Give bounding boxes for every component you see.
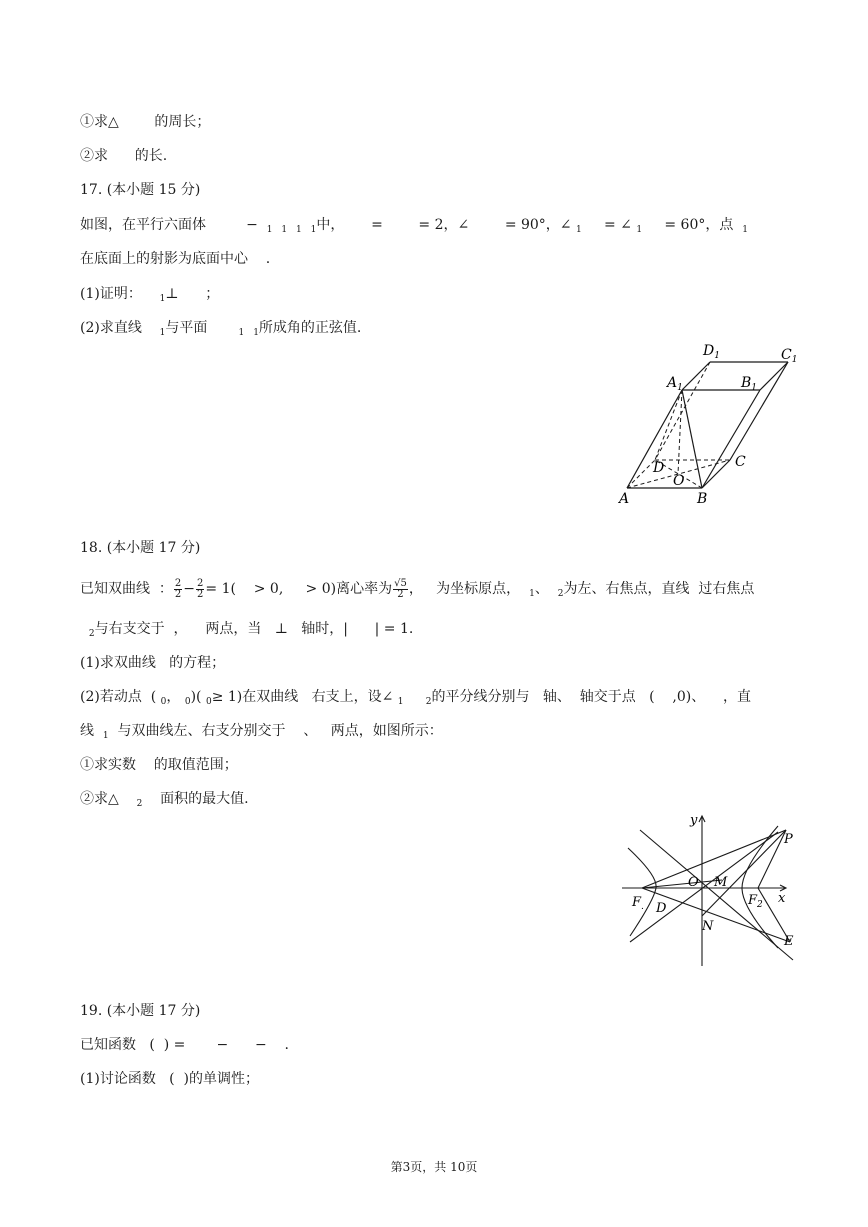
- label-f2: $F_2$: [748, 893, 763, 910]
- q18-stem-a: 已知双曲线 ：: [80, 581, 173, 597]
- q17-sub5: 1: [576, 225, 582, 235]
- q18-sub1: 1: [529, 589, 535, 599]
- label-d2: D: [656, 901, 667, 916]
- q18-part2-e: 的平分线分别与 轴、 轴交于点 ( ,0)、 ，直: [431, 689, 752, 705]
- q17-part2-sub2: 1: [238, 328, 245, 338]
- label-n: N: [702, 919, 714, 934]
- q18-p-sub3: 1: [397, 697, 404, 707]
- q17-stem-f: = 60°，点: [664, 217, 734, 233]
- q17-stem-d: = = 2，∠ = 90°，∠: [371, 217, 572, 233]
- q17-stem-a: 如图，在平行六面体: [80, 217, 206, 233]
- q18-stem-b: = 1( > 0, > 0)离心率为: [205, 581, 393, 597]
- q18-stem-line2: [80, 619, 413, 644]
- q17-part1-b: ⊥ ；: [165, 286, 220, 302]
- q18-minus: −: [183, 581, 196, 597]
- q18-header: 18. (本小题 17 分): [80, 540, 201, 556]
- label-c1: $C_1$: [781, 347, 798, 365]
- q18-subq2-sub: 2: [136, 799, 143, 809]
- q19-stem: 已知函数 ( ) = − − .: [80, 1037, 289, 1053]
- q19-part1: (1)讨论函数 ( )的单调性；: [80, 1071, 260, 1087]
- q18-p-sub0: 0: [160, 697, 167, 707]
- label-f1: $F_.$: [632, 895, 644, 912]
- q17-stem-line2: 在底面上的射影为底面中心 .: [80, 251, 271, 267]
- q18-part2-line1: [80, 687, 751, 712]
- q16-part1: ①求△ 的周长；: [80, 114, 211, 130]
- q18-stem-e: 为左、右焦点，直线 过右焦点: [563, 581, 755, 597]
- q18-part2-a: (2)若动点 (: [80, 689, 157, 705]
- hyperbola-figure: [618, 808, 803, 970]
- q18-frac2: $\frac{2}{2}$: [197, 577, 204, 600]
- q17-part1: [80, 284, 219, 309]
- q18-line2-sub: 2: [88, 629, 95, 639]
- q17-sub1: 1: [266, 225, 273, 235]
- q18-frac1: $\frac{2}{2}$: [174, 577, 182, 600]
- label-o2: O: [688, 875, 699, 890]
- q17-part1-a: (1)证明：: [80, 286, 142, 302]
- label-a1: $A_1$: [667, 375, 683, 393]
- label-x: x: [778, 891, 786, 906]
- q19-header: 19. (本小题 17 分): [80, 1003, 201, 1019]
- q17-stem-e: = ∠: [604, 217, 632, 233]
- q17-part2-sub3: 1: [253, 328, 259, 338]
- q18-stem-line1: [80, 575, 754, 608]
- q17-sub4: 1: [310, 225, 317, 235]
- q17-sub7: 1: [742, 225, 749, 235]
- q17-sub3: 1: [295, 225, 302, 235]
- parallelepiped-figure: [615, 340, 805, 510]
- label-b1: $B_1$: [741, 375, 758, 393]
- label-m: M: [714, 875, 728, 890]
- q18-part1: (1)求双曲线 的方程；: [80, 655, 226, 671]
- q18-part2-line2: [80, 721, 443, 746]
- q18-stem-d: 、: [534, 581, 549, 597]
- page-footer: 第3页，共 10页: [390, 1160, 478, 1174]
- q17-part2-c: 所成角的正弦值.: [258, 320, 362, 336]
- label-d1: $D_1$: [703, 343, 720, 361]
- q18-subq2-b: 面积的最大值.: [160, 791, 249, 807]
- q18-part2-d: ≥ 1)在双曲线 右支上，设∠: [211, 689, 394, 705]
- label-o: O: [673, 473, 685, 489]
- q16-part2: ②求 的长.: [80, 148, 168, 164]
- q18-stem-c: ， 为坐标原点，: [408, 581, 521, 597]
- q18-line4-a: 线: [80, 723, 94, 739]
- q17-part1-sub: 1: [159, 294, 166, 304]
- q18-p-sub4: 2: [425, 697, 432, 707]
- q18-line2: 与右支交于 ， 两点，当 ⊥ 轴时，| | = 1.: [94, 621, 414, 637]
- q18-line4-sub: 1: [102, 731, 109, 741]
- label-p: P: [784, 832, 793, 847]
- q17-stem-line1: [80, 215, 748, 240]
- label-c: C: [735, 454, 746, 470]
- q17-part2-a: (2)求直线: [80, 320, 142, 336]
- q18-p-sub1: 0: [184, 697, 191, 707]
- q17-part2-b: 与平面: [165, 320, 208, 336]
- q17-part2: [80, 318, 361, 343]
- q18-subq2: [80, 789, 249, 814]
- label-b: B: [697, 491, 708, 507]
- label-y: y: [690, 813, 698, 828]
- q18-subq1: ①求实数 的取值范围；: [80, 757, 238, 773]
- q17-stem-b: −: [246, 217, 258, 233]
- q18-part2-b: ，: [166, 689, 181, 705]
- label-d: D: [653, 460, 665, 476]
- label-a: A: [619, 491, 630, 507]
- q18-p-sub2: 0: [205, 697, 212, 707]
- q18-sub2: 2: [557, 589, 564, 599]
- label-e: E: [784, 934, 794, 949]
- q17-stem-c: 中，: [316, 217, 345, 233]
- q17-sub6: 1: [636, 225, 643, 235]
- q18-subq2-a: ②求△: [80, 791, 119, 807]
- q17-header: 17. (本小题 15 分): [80, 182, 201, 198]
- q18-eccentricity: $\frac{√5}{2}$: [394, 577, 407, 600]
- q18-line4-b: 与双曲线左、右支分别交于 、 两点，如图所示：: [117, 723, 443, 739]
- q17-part2-sub1: 1: [159, 328, 166, 338]
- q17-sub2: 1: [281, 225, 288, 235]
- q18-part2-c: )(: [190, 689, 202, 705]
